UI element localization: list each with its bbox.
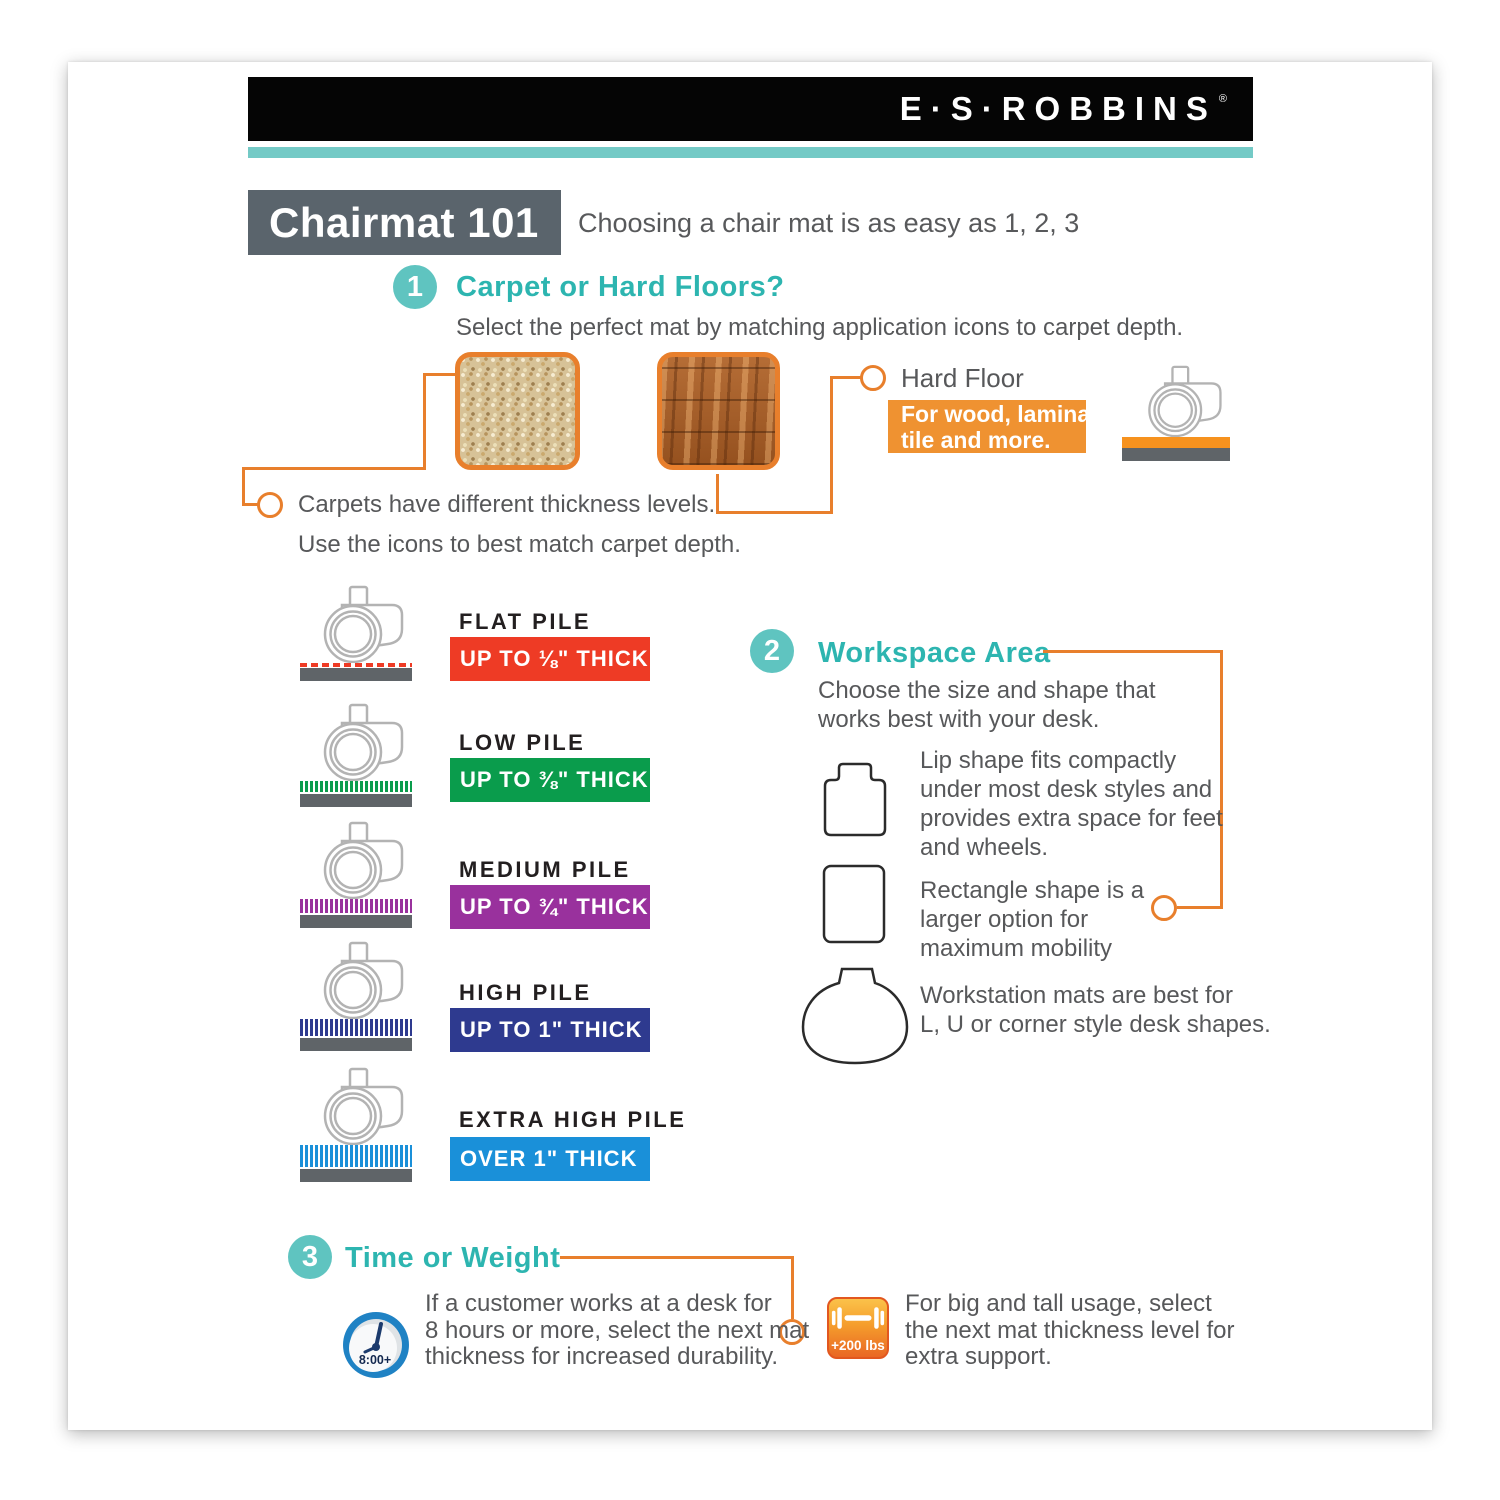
text-line: and wheels. [920,834,1049,861]
lip-mat-shape-icon [822,762,888,838]
hard-floor-mat-layer [1122,437,1230,448]
connector-line [423,373,457,376]
lip-shape-text [920,746,1223,862]
step-2-badge: 2 [750,629,794,673]
time-note-text [425,1291,809,1371]
caster-wheel-icon [1126,365,1230,437]
text-line: For big and tall usage, select [905,1290,1212,1317]
section-3-heading: Time or Weight [345,1242,561,1274]
carpet-pile-layer [300,781,412,792]
text-line: If a customer works at a desk for [425,1290,772,1317]
weight-limit-label: +200 lbs [831,1338,885,1353]
caster-wheel-icon [300,941,412,1019]
section-1-heading: Carpet or Hard Floors? [456,271,785,303]
connector-line [830,378,833,514]
brand-header-bar [248,77,1253,141]
step-3-badge: 3 [288,1235,332,1279]
connector-line [423,374,426,470]
carpet-base-layer [300,1169,412,1182]
text-line: 8 hours or more, select the next mat [425,1316,810,1344]
infographic-card [68,62,1432,1430]
workstation-mat-shape-icon [800,966,910,1066]
clock-icon [342,1311,410,1379]
caster-wheel-icon [300,1067,412,1145]
pile-label: HIGH PILE [459,980,592,1005]
text-line: the next mat thickness level for [905,1316,1235,1344]
text-line: provides extra space for feet [920,805,1223,832]
dumbbell-icon [831,1299,885,1337]
section-2-heading: Workspace Area [818,637,1051,669]
connector-line [242,467,426,470]
carpet-pile-layer [300,1145,412,1167]
pile-thickness-bar: UP TO ⅛" THICK [450,637,650,681]
hard-floor-callout-line: tile and more. [901,426,1051,453]
hard-floor-callout-line: For wood, laminate, [901,400,1117,427]
connector-line [242,468,245,506]
pile-thickness-bar: UP TO ¾" THICK [450,885,650,929]
pile-thickness-bar: UP TO ⅜" THICK [450,758,650,802]
pile-label: FLAT PILE [459,609,592,634]
text-line: Rectangle shape is a [920,877,1145,904]
pile-label: MEDIUM PILE [459,857,631,882]
connector-node [257,492,283,518]
section-2-body-line: works best with your desk. [818,706,1100,733]
carpet-base-layer [300,1038,412,1051]
connector-node [860,365,886,391]
pile-thickness-bar: UP TO 1" THICK [450,1008,650,1052]
clock-time-label: 8:00+ [358,1353,392,1367]
weight-note-text [905,1291,1234,1371]
carpet-pile-layer [300,663,412,667]
connector-line [716,511,833,514]
connector-line [1177,906,1221,909]
workstation-shape-text [920,981,1271,1039]
hardwood-sample-photo [657,352,780,470]
hard-floor-label: Hard Floor [901,363,1024,393]
connector-line [242,503,258,506]
carpet-pile-layer [300,1019,412,1036]
brand-logo: E·S·ROBBINS [899,90,1217,127]
connector-node [1151,895,1177,921]
section-2-body-line: Choose the size and shape that [818,677,1156,704]
text-line: thickness for increased durability. [425,1343,779,1370]
hard-floor-base-layer [1122,448,1230,461]
text-line: L, U or corner style desk shapes. [920,1011,1271,1038]
connector-line [560,1256,794,1259]
section-1-subheading: Select the perfect mat by matching application icons to carpet depth. [456,314,1184,341]
rectangle-mat-shape-icon [822,864,886,944]
registered-mark: ® [1218,93,1227,105]
pile-label: LOW PILE [459,730,586,755]
carpet-note-line: Use the icons to best match carpet depth. [298,531,741,558]
connector-line [1043,650,1223,653]
carpet-base-layer [300,915,412,928]
connector-line [716,474,719,514]
text-line: under most desk styles and [920,776,1213,803]
text-line: larger option for [920,906,1089,933]
hard-floor-callout [888,400,1117,453]
weight-icon [827,1297,889,1359]
text-line: maximum mobility [920,935,1113,962]
carpet-pile-layer [300,899,412,913]
pile-thickness-bar: OVER 1" THICK [450,1137,650,1181]
pile-label: EXTRA HIGH PILE [459,1107,687,1132]
carpet-base-layer [300,668,412,681]
text-line: Workstation mats are best for [920,982,1234,1009]
carpet-note-line: Carpets have different thickness levels. [298,491,716,518]
connector-line [830,376,861,379]
caster-wheel-icon [300,703,412,781]
carpet-base-layer [300,794,412,807]
page-tagline: Choosing a chair mat is as easy as 1, 2, 3 [578,208,1080,238]
carpet-sample-photo [455,352,580,470]
text-line: Lip shape fits compactly [920,747,1177,774]
text-line: extra support. [905,1343,1052,1370]
caster-wheel-icon [300,585,412,663]
caster-wheel-icon [300,821,412,899]
step-1-badge: 1 [393,265,437,309]
page-title: Chairmat 101 [248,190,561,255]
rectangle-shape-text [920,876,1144,963]
accent-stripe [248,147,1253,158]
